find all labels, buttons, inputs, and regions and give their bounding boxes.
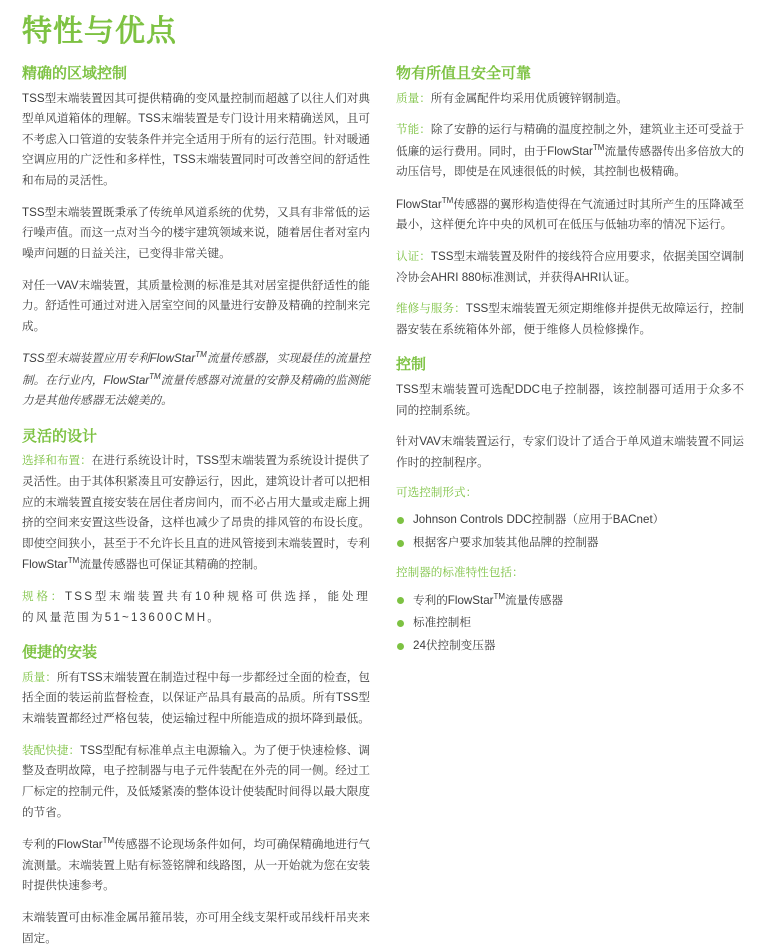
- section-heading: 精确的区域控制: [22, 65, 128, 82]
- paragraph: [22, 668, 370, 730]
- paragraph-lead: 装配快捷：: [22, 743, 81, 757]
- section-heading: 控制: [396, 356, 427, 374]
- paragraph: TSS型末端装置因其可提供精确的变风量控制而超越了以往人们对典型单风道箱体的理解。TSS末端装置是专门设计用来精确送风，且可不考虑入口管道的安装条件并完全适用于所有的运行范围。针对暖通空调应用的广泛性和多样性，TSS末端装置同时可改善空间的舒适性和布局的灵活性。: [22, 91, 370, 187]
- paragraph-body: 所有TSS末端装置在制造过程中每一步都经过全面的检查，包括全面的装运前监督检查，以保证产品具有最高的品质。所有TSS型末端装置都经过严格包装，使运输过程中所能造成的损坏降到最低。: [22, 670, 370, 726]
- list-item: Johnson Controls DDC控制器（应用于BACnet）: [396, 509, 744, 532]
- paragraph: TSS型末端装置应用专利FlowStar™流量传感器，实现最佳的流量控制。在行业内，FlowStar™流量传感器对流量的安静及精确的监测能力是其他传感器无法媲美的。: [22, 350, 370, 408]
- paragraph-lead: 规格：: [22, 590, 66, 604]
- section-heading: 便捷的安装: [22, 644, 98, 662]
- paragraph: FlowStar™传感器的翼形构造使得在气流通过时其所产生的压降减至最小，这样便允许中央的风机可在低压与低轴功率的情况下运行。: [396, 195, 744, 232]
- paragraph: [22, 741, 370, 824]
- paragraph-body: 除了安静的运行与精确的温度控制之外，建筑业主还可受益于低廉的运行费用。同时，由于FlowStar™流量传感器传出多倍放大的动压信号，即使是在风速很低的时候，其控制也极精确。: [396, 123, 744, 179]
- paragraph: 针对VAV末端装置运行，专家们设计了适合于单风道末端装置不同运作时的控制程序。: [396, 435, 744, 469]
- right-column: [396, 64, 744, 667]
- standard-features-list: [396, 589, 744, 658]
- paragraph-lead: 质量：: [22, 670, 57, 684]
- two-column-layout: [22, 64, 748, 949]
- paragraph: [396, 299, 744, 340]
- list-item: 标准控制柜: [396, 612, 744, 635]
- section-controls: [396, 355, 744, 657]
- paragraph: TSS型末端装置既秉承了传统单风道系统的优势，又具有非常低的运行噪声值。而这一点对当今的楼宇建筑领域来说，随着居住者对室内噪声问题的日益关注，已变得非常关键。: [22, 205, 370, 260]
- section-precise-zone-control: [22, 64, 370, 412]
- section-easy-installation: [22, 643, 370, 949]
- paragraph-lead: 质量：: [396, 91, 431, 105]
- paragraph: [22, 451, 370, 576]
- paragraph-body: 所有金属配件均采用优质镀锌钢制造。: [430, 91, 628, 105]
- paragraph-body: TSS型末端装置无须定期维修并提供无故障运行，控制器安装在系统箱体外部，便于维修人员检修操作。: [396, 302, 744, 336]
- section-value-and-reliability: [396, 64, 744, 340]
- paragraph: [396, 120, 744, 183]
- paragraph-lead: 选择和布置：: [22, 454, 92, 468]
- list-item: 根据客户要求加装其他品牌的控制器: [396, 532, 744, 555]
- paragraph-body: TSS型末端装置共有10种规格可供选择，能处理的风量范围为51~13600CMH。: [22, 590, 371, 624]
- paragraph: [396, 89, 744, 110]
- paragraph: [22, 587, 370, 628]
- section-heading: 物有所值且安全可靠: [396, 65, 532, 82]
- list-label: 控制器的标准特性包括：: [396, 566, 524, 580]
- page-title: 特性与优点: [22, 15, 177, 48]
- paragraph: 专利的FlowStar™传感器不论现场条件如何，均可确保精确地进行气流测量。末端装置上贴有标签铭牌和线路图，从一开始就为您在安装时提供快速参考。: [22, 836, 370, 893]
- paragraph: TSS型末端装置可选配DDC电子控制器，该控制器可适用于众多不同的控制系统。: [396, 382, 744, 417]
- paragraph-lead: 节能：: [396, 123, 431, 137]
- paragraph: 对任一VAV末端装置，其质量检测的标准是其对居室提供舒适性的能力。舒适性可通过对进入居室空间的风量进行安静及精确的控制来完成。: [22, 278, 370, 333]
- paragraph-body: TSS型配有标准单点主电源输入。为了便于快速检修、调整及查明故障，电子控制器与电子元件装配在外壳的同一侧。经过工厂标定的控制元件，及低矮紧凑的整体设计使装配时间得以最大限度的节省。: [22, 743, 370, 819]
- section-flexible-design: [22, 427, 370, 628]
- paragraph-body: 在进行系统设计时，TSS型末端装置为系统设计提供了灵活性。由于其体积紧凑且可安静运行，因此，建筑设计者可以把相应的末端装置直接安装在居住者房间内，而不必占用大量或走廊上拥挤的空间来安置这些设备，这样也减少了昂贵的排风管的布设长度。即使空间狭小，甚至于不允许长且直的进风管接到末端装置时，专利FlowStar™流量传感器也可保证其精确的控制。: [22, 454, 370, 572]
- list-item: 24伏控制变压器: [396, 635, 744, 658]
- section-heading: 灵活的设计: [22, 427, 98, 445]
- paragraph-lead: 认证：: [396, 249, 431, 263]
- optional-control-list: [396, 509, 744, 554]
- paragraph: 末端装置可由标准金属吊箍吊装，亦可用全线支架杆或吊线杆吊夹来固定。: [22, 910, 370, 945]
- left-column: [22, 64, 370, 949]
- list-item: 专利的FlowStar™流量传感器: [396, 589, 744, 612]
- list-label: 可选控制形式：: [396, 486, 478, 500]
- paragraph-body: TSS型末端装置及附件的接线符合应用要求，依据美国空调制冷协会AHRI 880标准测试，并获得AHRI认证。: [396, 249, 744, 284]
- paragraph: [396, 247, 744, 288]
- paragraph-lead: 维修与服务：: [396, 302, 466, 316]
